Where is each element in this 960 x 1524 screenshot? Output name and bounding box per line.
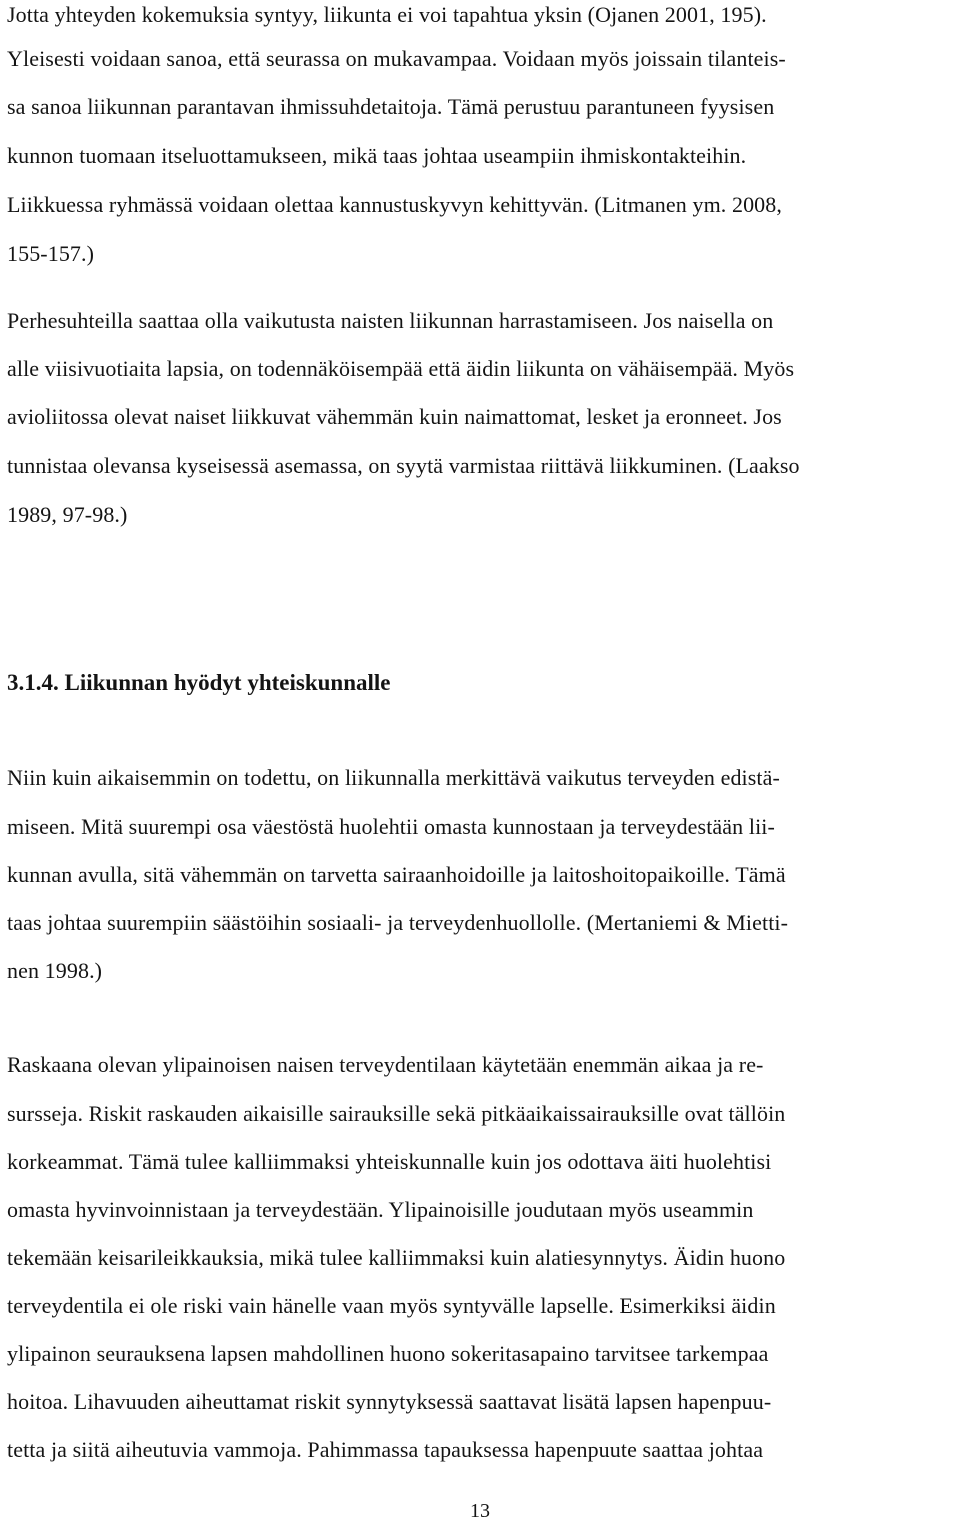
text-line: korkeammat. Tämä tulee kalliimmaksi yhteiskunnalle kuin jos odottava äiti huolehtisi <box>7 1149 772 1174</box>
text-line: miseen. Mitä suurempi osa väestöstä huolehtii omasta kunnostaan ja terveydestään lii- <box>7 814 775 839</box>
text-line: alle viisivuotiaita lapsia, on todennäköisempää että äidin liikunta on vähäisempää. Myös <box>7 356 795 381</box>
text-line: hoitoa. Lihavuuden aiheuttamat riskit synnytyksessä saattavat lisätä lapsen hapenpuu- <box>7 1389 772 1414</box>
text-line: Liikkuessa ryhmässä voidaan olettaa kannustuskyvyn kehittyvän. (Litmanen ym. 2008, <box>7 192 782 217</box>
text-line: ylipainon seurauksena lapsen mahdollinen huono sokeritasapaino tarvitsee tarkempaa <box>7 1341 769 1366</box>
text-line: terveydentila ei ole riski vain hänelle vaan myös syntyvälle lapselle. Esimerkiksi äidin <box>7 1293 776 1318</box>
text-line: kunnan avulla, sitä vähemmän on tarvetta sairaanhoidoille ja laitoshoitopaikoille. Tämä <box>7 862 786 887</box>
text-line: sa sanoa liikunnan parantavan ihmissuhdetaitoja. Tämä perustuu parantuneen fyysisen <box>7 94 775 119</box>
text-line: kunnon tuomaan itseluottamukseen, mikä taas johtaa useampiin ihmiskontakteihin. <box>7 143 747 168</box>
text-line: taas johtaa suurempiin säästöihin sosiaali- ja terveydenhuollolle. (Mertaniemi & Mietti- <box>7 910 789 935</box>
text-line: Yleisesti voidaan sanoa, että seurassa on mukavampaa. Voidaan myös joissain tilanteis- <box>7 46 786 71</box>
text-line: tunnistaa olevansa kyseisessä asemassa, on syytä varmistaa riittävä liikkuminen. (Laakso <box>7 453 800 478</box>
text-line: 1989, 97-98.) <box>7 502 128 527</box>
text-line: nen 1998.) <box>7 958 103 983</box>
page-number: 13 <box>470 1500 490 1522</box>
text-line: tetta ja siitä aiheutuvia vammoja. Pahimmassa tapauksessa hapenpuute saattaa johtaa <box>7 1437 764 1462</box>
text-line: avioliitossa olevat naiset liikkuvat vähemmän kuin naimattomat, lesket ja eronneet. Jos <box>7 404 782 429</box>
section-heading: 3.1.4. Liikunnan hyödyt yhteiskunnalle <box>7 670 391 695</box>
text-line: Niin kuin aikaisemmin on todettu, on liikunnalla merkittävä vaikutus terveyden edistä- <box>7 765 780 790</box>
text-line: omasta hyvinvoinnistaan ja terveydestään. Ylipainoisille joudutaan myös useammin <box>7 1197 754 1222</box>
text-line: Perhesuhteilla saattaa olla vaikutusta naisten liikunnan harrastamiseen. Jos naisella on <box>7 308 774 333</box>
text-line: Raskaana olevan ylipainoisen naisen terveydentilaan käytetään enemmän aikaa ja re- <box>7 1052 764 1077</box>
text-line: sursseja. Riskit raskauden aikaisille sairauksille sekä pitkäaikaissairauksille ovat tällöin <box>7 1101 786 1126</box>
text-line: 155-157.) <box>7 241 95 266</box>
text-line: tekemään keisarileikkauksia, mikä tulee kalliimmaksi kuin alatiesynnytys. Äidin huono <box>7 1245 786 1270</box>
text-line: Jotta yhteyden kokemuksia syntyy, liikunta ei voi tapahtua yksin (Ojanen 2001, 195). <box>7 2 767 27</box>
